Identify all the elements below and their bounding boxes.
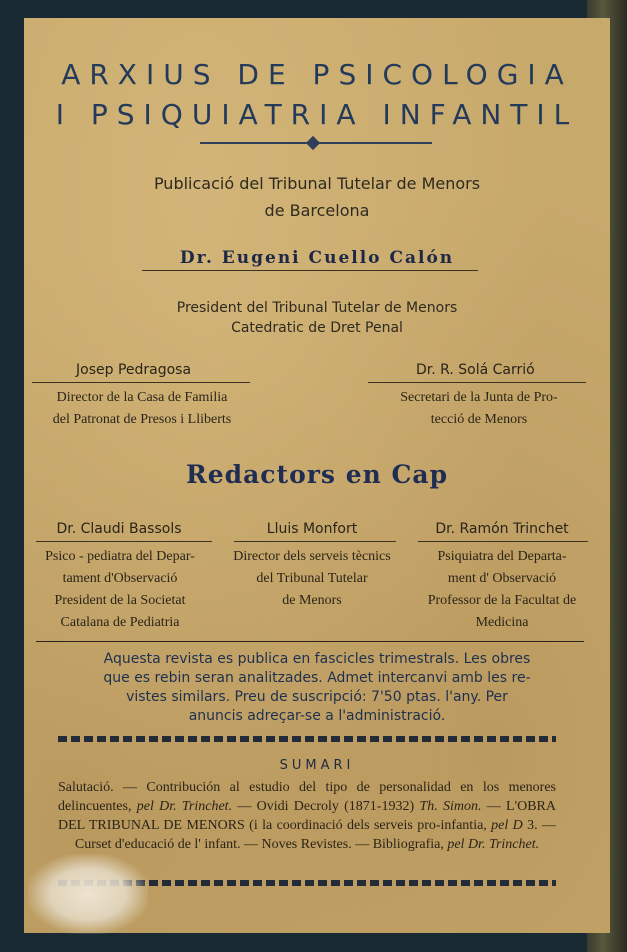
redactor-desc-line: President de la Societat — [54, 593, 186, 608]
redactor-desc — [24, 546, 216, 634]
notice-line: vistes similars. Preu de suscripció: 7'50 ptas. l'any. Per — [126, 689, 508, 705]
sumari-author: Th. Simon. — [419, 799, 482, 814]
redactor-desc-line: Medicina — [475, 615, 529, 630]
redactor-desc-line: Catalana de Pediatria — [60, 615, 180, 630]
redactor-desc-line: tament d'Observació — [62, 571, 178, 586]
redactor-desc-line: del Tribunal Tutelar — [256, 571, 368, 586]
journal-title-line2: I PSIQUIATRIA INFANTIL — [55, 98, 579, 131]
publisher-line1: Publicació del Tribunal Tutelar de Menors — [153, 174, 481, 193]
director-role-line1: President del Tribunal Tutelar de Menors — [176, 300, 458, 316]
officer-desc — [24, 387, 260, 431]
notice-line: que es rebin seran analitzades. Admet intercanvi amb les re- — [103, 670, 531, 686]
redactor-desc-line: Professor de la Facultat de — [427, 593, 577, 608]
redactor-desc-line: de Menors — [282, 593, 342, 608]
sumari-text: 3. — Curset d'educació de l' infant. — Noves Revistes. — Bibliografia, — [74, 818, 557, 852]
sumari-text: — Ovidi Decroly (1871-1932) — [232, 799, 420, 814]
section-rule — [36, 641, 584, 642]
journal-title-line1: ARXIUS DE PSICOLOGIA — [61, 58, 573, 91]
ornamental-border-top — [58, 736, 556, 742]
redactor-underline — [36, 541, 212, 542]
redactor-desc-line: Psiquiatra del Departa- — [437, 549, 567, 564]
redactor-name: Lluis Monfort — [266, 521, 358, 537]
sumari-text: Salutació. — Contribución al estudio del tipo de personalidad en los menores delincuentes, — [58, 780, 556, 814]
officer-desc — [366, 387, 592, 431]
redactor-name: Dr. Claudi Bassols — [56, 521, 182, 537]
subscription-notice — [24, 650, 610, 726]
redactor-desc — [410, 546, 594, 634]
sumari-author: pel D — [491, 818, 523, 833]
publisher-line2: de Barcelona — [264, 201, 370, 220]
sumari-text: — L'OBRA DEL TRIBUNAL DE MENORS (i la coordinació dels serveis pro-infantia, — [58, 799, 556, 833]
officer-name: Dr. R. Solá Carrió — [416, 362, 535, 378]
notice-line: Aquesta revista es publica en fascicles trimestrals. Les obres — [103, 651, 531, 667]
director-underline — [142, 270, 478, 271]
officer-desc-line: tecció de Menors — [430, 412, 528, 427]
officer-underline — [32, 382, 250, 383]
sumari-author: pel Dr. Trinchet. — [447, 837, 540, 852]
sumari-contents — [58, 778, 556, 854]
title-divider-ornament — [306, 136, 320, 150]
redactor-desc — [212, 546, 412, 612]
redactor-desc-line: Psico - pediatra del Depar- — [45, 549, 195, 564]
director-name: Dr. Eugeni Cuello Calón — [179, 248, 455, 268]
journal-cover-page — [24, 18, 610, 933]
sumari-author: pel Dr. Trinchet. — [136, 799, 233, 814]
paper-damage-blot — [28, 854, 148, 934]
officer-desc-line: Director de la Casa de Familia — [56, 390, 228, 405]
redactor-name: Dr. Ramón Trinchet — [435, 521, 569, 537]
redactors-heading: Redactors en Cap — [185, 460, 449, 489]
director-role-line2: Catedratic de Dret Penal — [231, 320, 403, 336]
officer-desc-line: Secretari de la Junta de Pro- — [400, 390, 558, 405]
sumari-heading: SUMARI — [279, 758, 355, 773]
redactor-underline — [234, 541, 396, 542]
officer-underline — [368, 382, 586, 383]
redactor-underline — [418, 541, 588, 542]
officer-desc-line: del Patronat de Presos i Lliberts — [52, 412, 232, 427]
officer-name: Josep Pedragosa — [76, 362, 192, 378]
redactor-desc-line: Director dels serveis tècnics — [233, 549, 391, 564]
redactor-desc-line: ment d' Observació — [447, 571, 557, 586]
notice-line: anuncis adreçar-se a l'administració. — [188, 708, 446, 724]
